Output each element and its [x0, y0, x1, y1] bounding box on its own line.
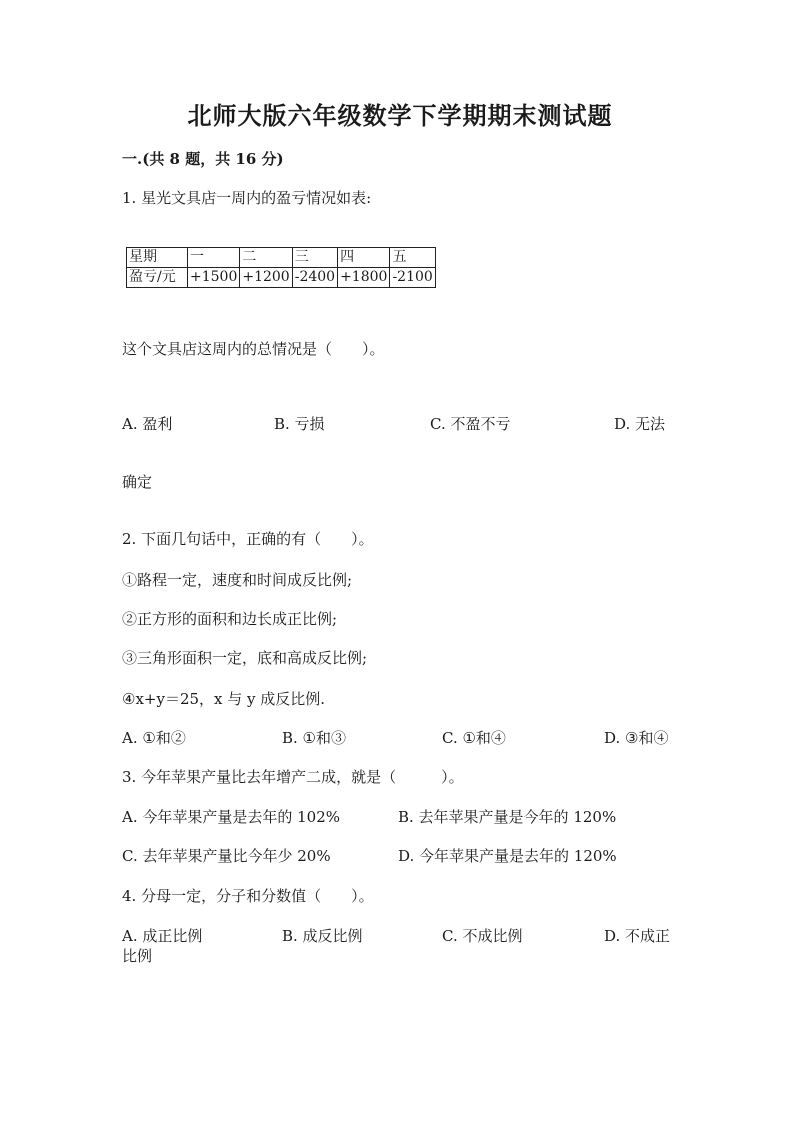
table-cell: 盈亏/元 — [127, 268, 188, 288]
page-title: 北师大版六年级数学下学期期末测试题 — [187, 101, 613, 130]
q2-option-c: C. ①和④ — [442, 729, 506, 747]
table-cell: +1800 — [338, 268, 390, 288]
q4-option-c: C. 不成比例 — [442, 927, 523, 945]
q1-stem: 1. 星光文具店一周内的盈亏情况如表: — [122, 189, 372, 207]
q4-stem: 4. 分母一定，分子和分数值（ ）。 — [122, 887, 374, 905]
q1-option-b: B. 亏损 — [274, 415, 325, 433]
table-cell: 五 — [390, 248, 435, 268]
q4-option-b: B. 成反比例 — [282, 927, 363, 945]
q1-option-d-continued: 确定 — [122, 473, 153, 491]
q2-option-a: A. ①和② — [122, 729, 186, 747]
table-cell: +1200 — [240, 268, 292, 288]
q3-option-c: C. 去年苹果产量比今年少 20% — [122, 847, 331, 865]
table-row — [127, 248, 436, 268]
q3-option-d: D. 今年苹果产量是去年的 120% — [398, 847, 617, 865]
q1-option-c: C. 不盈不亏 — [430, 415, 511, 433]
q4-option-d: D. 不成正 — [604, 927, 671, 945]
q2-statement: ①路程一定，速度和时间成反比例; — [122, 571, 353, 589]
table-row — [127, 268, 436, 288]
table-cell: 三 — [292, 248, 337, 268]
q2-option-d: D. ③和④ — [604, 729, 669, 747]
table-cell: 星期 — [127, 248, 188, 268]
q2-statement: ②正方形的面积和边长成正比例; — [122, 610, 338, 628]
table-cell: 一 — [188, 248, 240, 268]
profit-loss-table — [126, 247, 436, 288]
table-cell: 四 — [338, 248, 390, 268]
q4-option-d-continued: 比例 — [122, 947, 153, 965]
table-cell: 二 — [240, 248, 292, 268]
q3-option-a: A. 今年苹果产量是去年的 102% — [122, 808, 341, 826]
q2-option-b: B. ①和③ — [282, 729, 347, 747]
q2-statement: ④x+y＝25，x 与 y 成反比例. — [122, 690, 326, 708]
table-cell: -2100 — [390, 268, 435, 288]
q2-statement: ③三角形面积一定，底和高成反比例; — [122, 649, 368, 667]
q2-stem: 2. 下面几句话中，正确的有（ ）。 — [122, 530, 374, 548]
section-heading: 一.(共 8 题，共 16 分) — [122, 150, 284, 168]
table-cell: +1500 — [188, 268, 240, 288]
q3-option-b: B. 去年苹果产量是今年的 120% — [398, 808, 617, 826]
q1-option-d: D. 无法 — [614, 415, 666, 433]
table-cell: -2400 — [292, 268, 337, 288]
q4-option-a: A. 成正比例 — [122, 927, 203, 945]
q1-option-a: A. 盈利 — [122, 415, 173, 433]
q1-question: 这个文具店这周内的总情况是（ ）。 — [122, 340, 385, 358]
q3-stem: 3. 今年苹果产量比去年增产二成，就是（ ）。 — [122, 768, 464, 786]
